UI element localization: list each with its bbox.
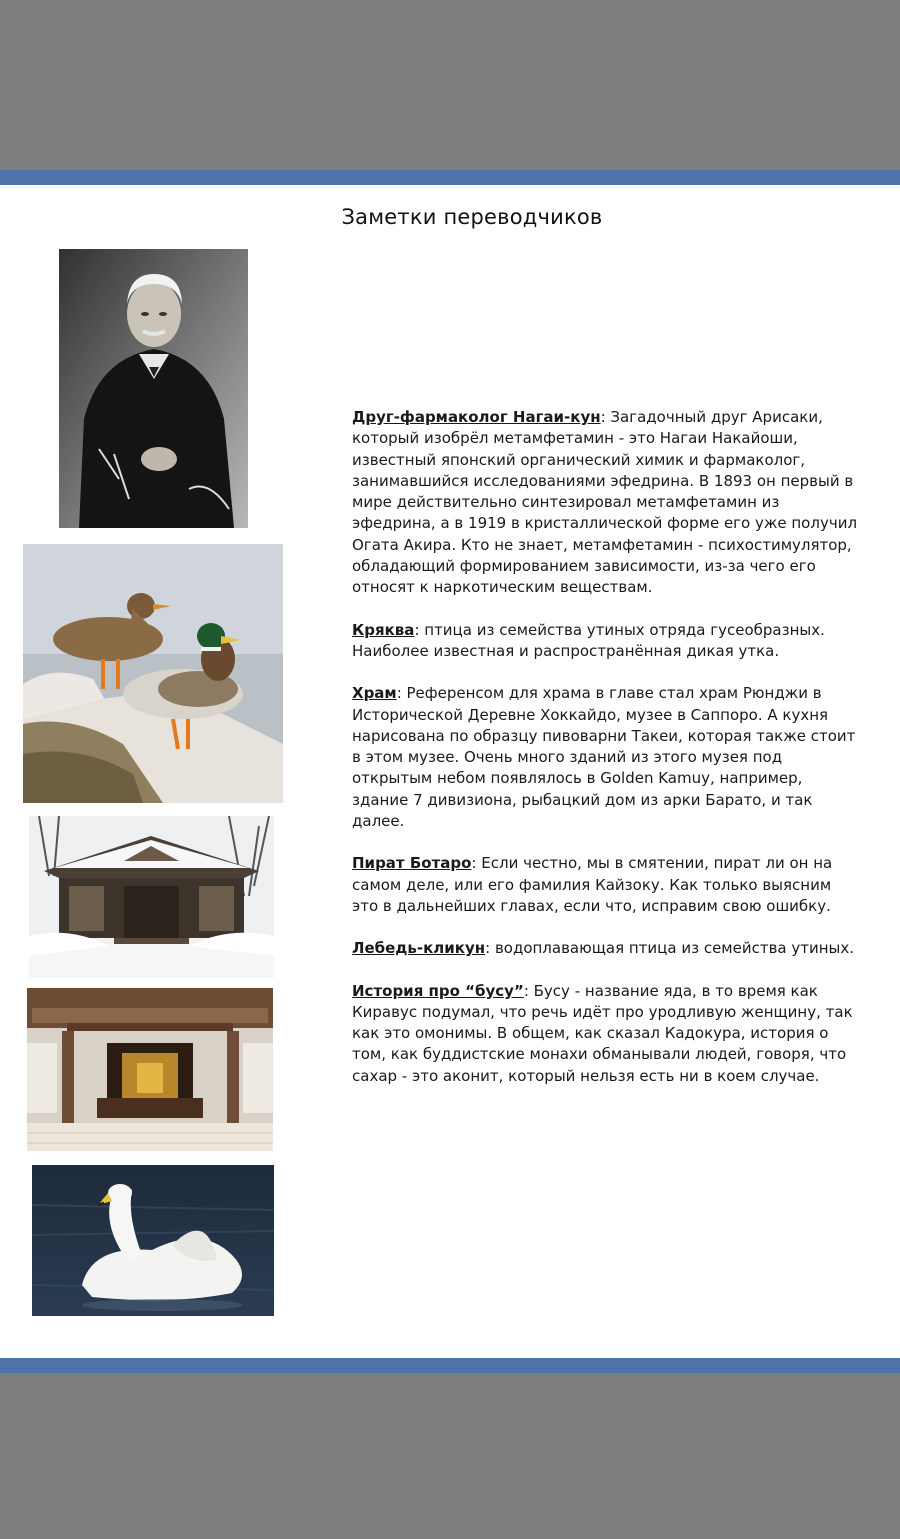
note-term: Лебедь-кликун (352, 939, 486, 958)
swan-photo (32, 1165, 274, 1316)
note-term: История про “бусу” (352, 981, 524, 1000)
page-title: Заметки переводчиков (341, 205, 603, 229)
note-temple: Храм: Референсом для храма в главе стал храм Рюнджи в Исторической Деревне Хоккайдо, музее в Саппоро. А кухня нарисована по образцу пивоварни Такеи, которая также стоит в этом музее. Очень много зданий из этого музея под открытым небом появлялось в Golden Kamuy, например, здание 7 дивизиона, рыбацкий дом из арки Барато, и так далее. (352, 684, 856, 831)
note-text: птица из семейства утиных отряда гусеобразных. Наиболее известная и распространённая дикая утка. (352, 620, 825, 660)
note-busu: История про “бусу”: Бусу - название яда, в то время как Киравус подумал, что речь идёт про уродливую женщину, так как это омонимы. В общем, как сказал Кадокура, история о том, как буддистские монахи обманывали людей, говоря, что сахар - это аконит, который нельзя есть ни в коем случае. (352, 981, 853, 1085)
note-nagai: Друг-фармаколог Нагаи-кун: Загадочный друг Арисаки, который изобрёл метамфетамин - это Нагаи Накайоши, известный японский органический химик и фармаколог, занимавшийся исследованиями эфедрина. В 1893 он первый в мире действительно синтезировал метамфетамин из эфедрина, а в 1919 в кристаллической форме его уже получил Огата Акира. Кто не знает, метамфетамин - психостимулятор, обладающий формированием зависимости, из-за чего его относят к наркотическим веществам. (352, 408, 858, 597)
note-term: Храм (352, 684, 397, 703)
note-text: водоплавающая птица из семейства утиных. (494, 939, 855, 958)
bottom-blue-strip (0, 1358, 900, 1373)
note-text: Загадочный друг Арисаки, который изобрёл метамфетамин - это Нагаи Накайоши, известный японский органический химик и фармаколог, занимавшийся исследованиями эфедрина. В 1893 он первый в мире действительно синтезировал метамфетамин из эфедрина, а в 1919 в кристаллической форме его уже получил Огата Акира. Кто не знает, метамфетамин - психостимулятор, обладающий формированием зависимости, из-за чего его относят к наркотическим веществам. (352, 408, 858, 597)
note-mallard: Кряква: птица из семейства утиных отряда гусеобразных. Наиболее известная и распространённая дикая утка. (352, 620, 825, 660)
bottom-gray-margin (0, 1373, 900, 1539)
note-text: Если честно, мы в смятении, пират ли он на самом деле, или его фамилия Кайзоку. Как только выясним это в дальнейших главах, если что, исправим свою ошибку. (352, 854, 833, 915)
note-pirate: Пират Ботаро: Если честно, мы в смятении, пират ли он на самом деле, или его фамилия Кайзоку. Как только выясним это в дальнейших главах, если что, исправим свою ошибку. (352, 854, 833, 915)
note-text: Референсом для храма в главе стал храм Рюнджи в Исторической Деревне Хоккайдо, музее в Саппоро. А кухня нарисована по образцу пивоварни Такеи, которая также стоит в этом музее. Очень много зданий из этого музея под открытым небом появлялось в Golden Kamuy, например, здание 7 дивизиона, рыбацкий дом из арки Барато, и так далее. (352, 684, 856, 831)
note-swan: Лебедь-кликун: водоплавающая птица из семейства утиных. (352, 939, 855, 958)
notes-list (352, 407, 862, 1108)
top-blue-strip (0, 170, 900, 185)
temple-exterior-photo (29, 816, 274, 978)
note-term: Кряква (352, 620, 415, 639)
note-term: Пират Ботаро (352, 854, 472, 873)
temple-interior-photo (27, 988, 273, 1151)
ducks-photo (23, 544, 283, 803)
top-gray-margin (0, 0, 900, 170)
portrait-photo (59, 249, 248, 528)
note-term: Друг-фармаколог Нагаи-кун (352, 408, 601, 426)
note-text: Бусу - название яда, в то время как Киравус подумал, что речь идёт про уродливую женщину, так как это омонимы. В общем, как сказал Кадокура, история о том, как буддистские монахи обманывали людей, говоря, что сахар - это аконит, который нельзя есть ни в коем случае. (352, 981, 853, 1085)
notes-page (0, 185, 900, 1358)
